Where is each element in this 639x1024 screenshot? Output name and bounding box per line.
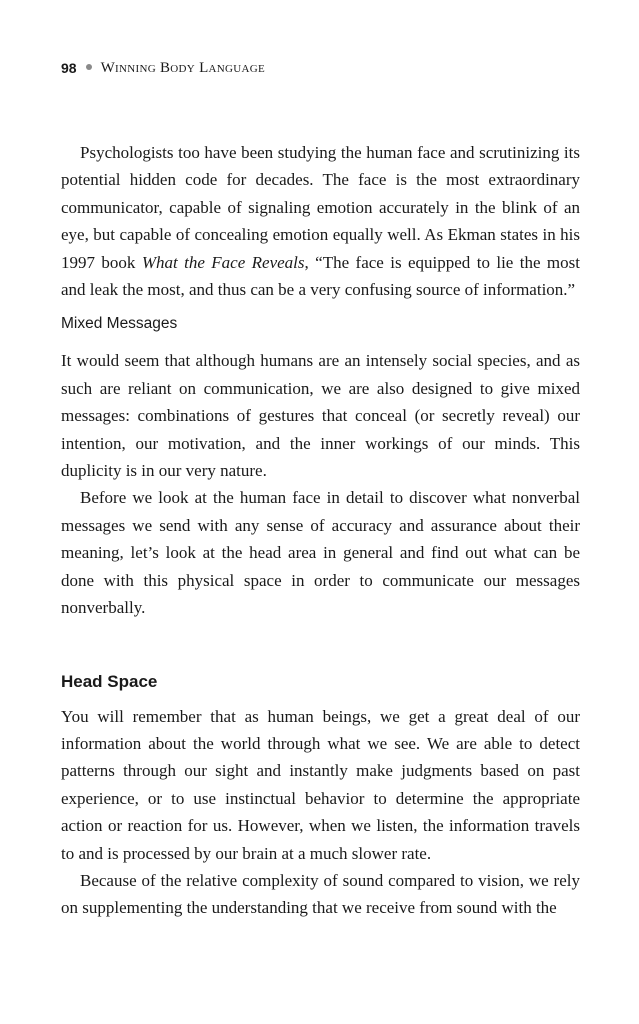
paragraph-4: You will remember that as human beings, we get a great deal of our information about the world through what we see. We are able to detect patterns through our sight and instantly make judgments based on past experience, or to use instinctual behavior to determine the appropriate action or reaction for us. However, when we listen, the information travels to and is processed by our brain at a much slower rate. <box>61 706 580 863</box>
paragraph-1 <box>61 139 580 303</box>
subheading-mixed-messages: Mixed Messages <box>61 315 178 333</box>
running-head <box>61 58 265 78</box>
page-number: 98 <box>61 60 77 76</box>
book-reference-title: What the Face Reveals <box>141 252 305 272</box>
paragraph-1-text-b: , “The face is equipped to lie the most and leak the most, and thus can be a very confusing source of information.” <box>61 252 580 300</box>
book-title: Winning Body Language <box>100 59 266 76</box>
section-heading-head-space: Head Space <box>61 671 158 691</box>
bullet-separator-icon <box>86 64 92 70</box>
paragraph-3: Before we look at the human face in detail to discover what nonverbal messages we send with any sense of accuracy and assurance about their meaning, let’s look at the head area in general and find out what can be done with this physical space in order to communicate our messages nonverbally. <box>61 488 580 618</box>
paragraph-1-text-a: Psychologists too have been studying the human face and scrutinizing its potential hidden code for decades. The face is the most extraordinary communicator, capable of signaling emotion accurately in the blink of an eye, but capable of concealing emotion equally well. As Ekman states in his 1997 book <box>61 143 580 272</box>
paragraph-5: Because of the relative complexity of sound compared to vision, we rely on supplementing the understanding that we receive from sound with the <box>61 870 580 918</box>
page-body <box>61 139 580 922</box>
paragraph-2: It would seem that although humans are an intensely social species, and as such are reliant on communication, we are also designed to give mixed messages: combinations of gestures that conceal (or secretly reveal) our intention, our motivation, and the inner workings of our minds. This duplicity is in our very nature. <box>61 351 580 481</box>
